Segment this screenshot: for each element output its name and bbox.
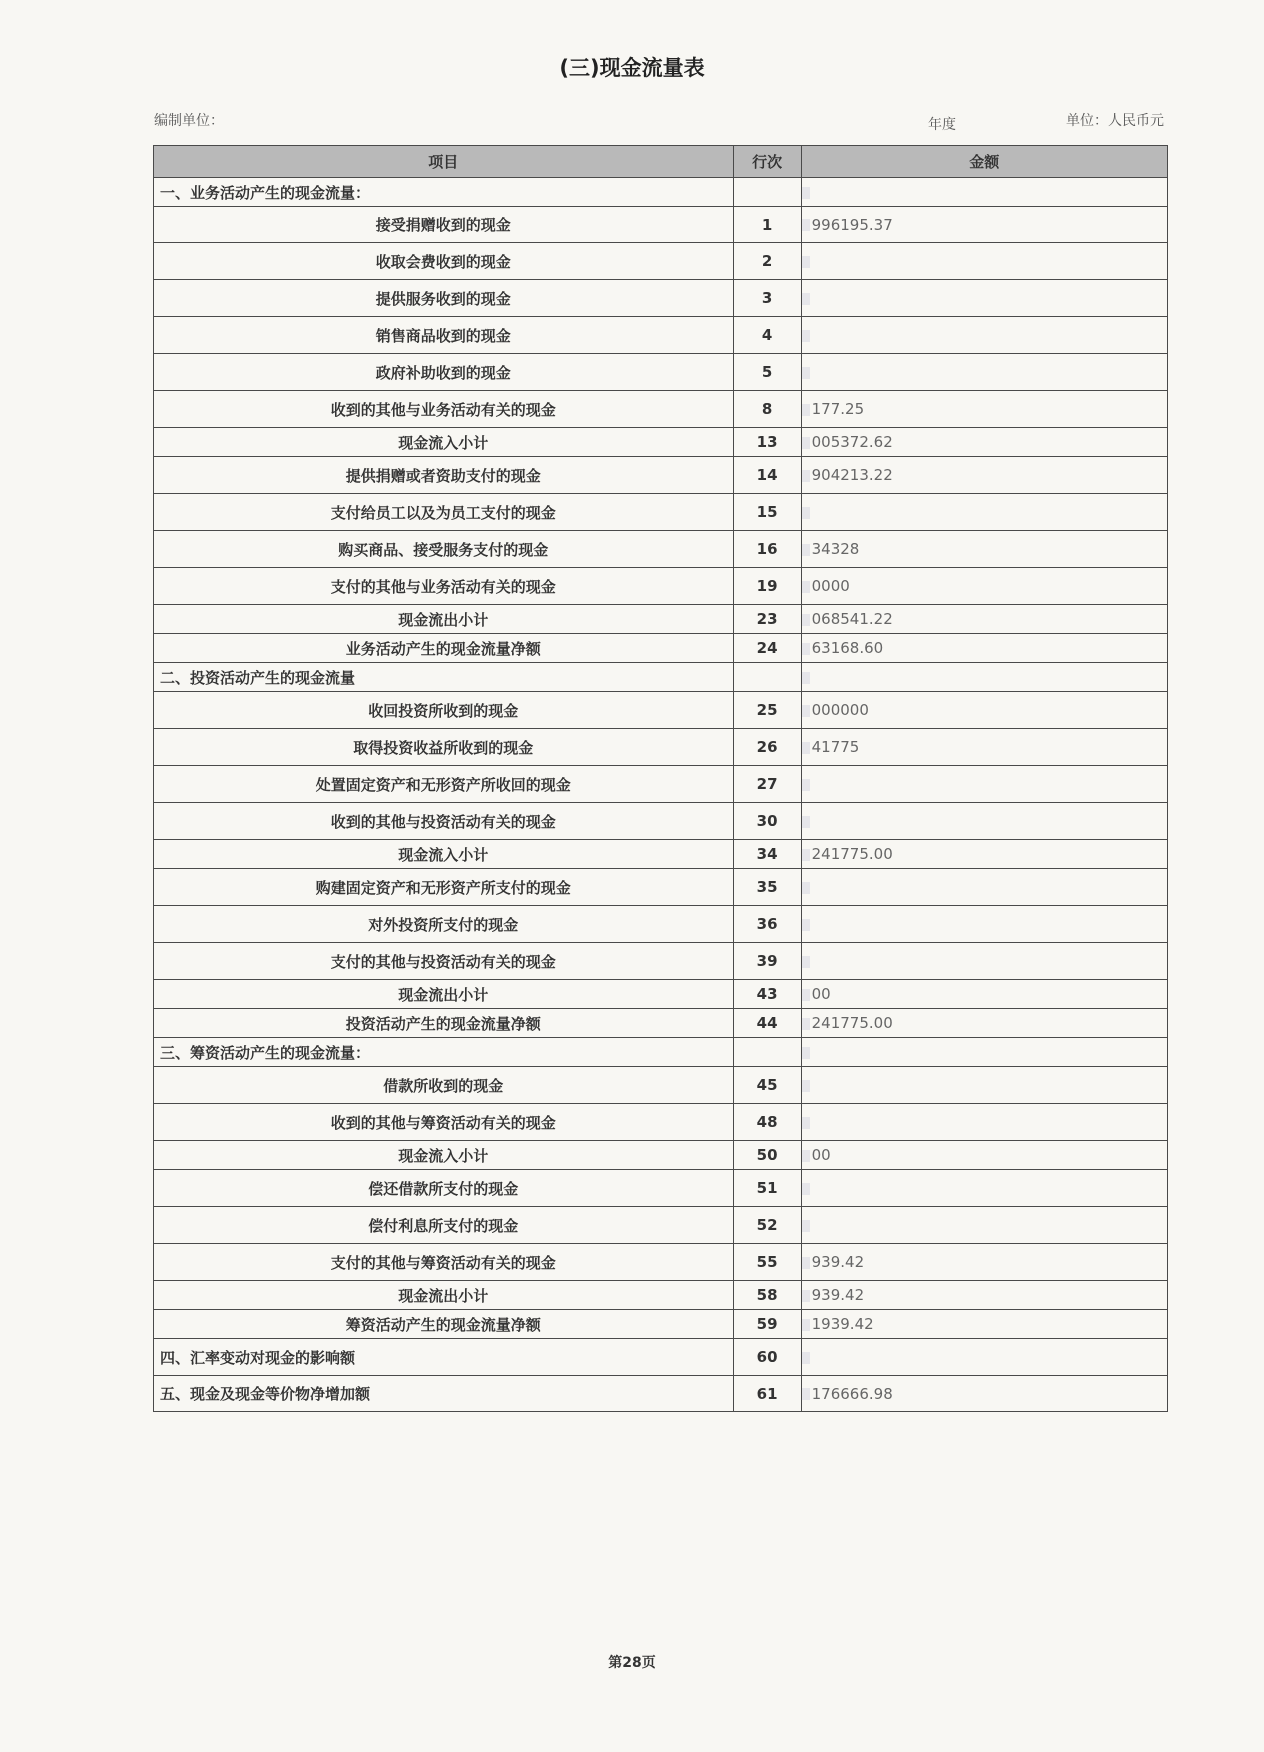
amount-value: 176666.98 <box>811 1384 893 1403</box>
row-amount <box>801 840 1167 869</box>
table-row <box>154 1339 1168 1376</box>
row-amount <box>801 1339 1167 1376</box>
redaction-mark <box>802 1018 810 1030</box>
column-header-line: 行次 <box>733 146 801 178</box>
redaction-mark <box>802 643 810 655</box>
table-row <box>154 1376 1168 1412</box>
row-line-number: 16 <box>733 531 801 568</box>
table-row <box>154 280 1168 317</box>
row-item-label: 业务活动产生的现金流量净额 <box>154 634 734 663</box>
cash-flow-table <box>153 145 1168 1412</box>
redaction-mark <box>802 470 810 482</box>
row-amount <box>801 1281 1167 1310</box>
table-row <box>154 178 1168 207</box>
row-amount <box>801 280 1167 317</box>
row-amount <box>801 568 1167 605</box>
amount-value: 000000 <box>811 701 869 719</box>
row-item-label: 现金流出小计 <box>154 605 734 634</box>
redaction-mark <box>802 779 810 791</box>
table-row <box>154 1038 1168 1067</box>
row-item-label: 收到的其他与筹资活动有关的现金 <box>154 1104 734 1141</box>
row-item-label: 购建固定资产和无形资产所支付的现金 <box>154 869 734 906</box>
row-item-label: 现金流入小计 <box>154 840 734 869</box>
row-amount <box>801 692 1167 729</box>
table-row <box>154 634 1168 663</box>
redaction-mark <box>802 1257 810 1269</box>
row-amount <box>801 531 1167 568</box>
row-amount <box>801 1104 1167 1141</box>
row-item-label: 支付给员工以及为员工支付的现金 <box>154 494 734 531</box>
redaction-mark <box>802 614 810 626</box>
table-row <box>154 1067 1168 1104</box>
redaction-mark <box>802 256 810 268</box>
table-row <box>154 207 1168 243</box>
document-title: (三)现金流量表 <box>559 56 705 80</box>
row-line-number: 36 <box>733 906 801 943</box>
table-row <box>154 354 1168 391</box>
redaction-mark <box>802 672 810 684</box>
row-item-label: 提供捐赠或者资助支付的现金 <box>154 457 734 494</box>
row-line-number: 14 <box>733 457 801 494</box>
row-line-number: 43 <box>733 980 801 1009</box>
redaction-mark <box>802 507 810 519</box>
row-line-number: 30 <box>733 803 801 840</box>
row-item-label: 支付的其他与投资活动有关的现金 <box>154 943 734 980</box>
table-row <box>154 766 1168 803</box>
row-line-number: 34 <box>733 840 801 869</box>
row-line-number: 52 <box>733 1207 801 1244</box>
row-amount <box>801 906 1167 943</box>
row-line-number <box>733 1038 801 1067</box>
row-item-label: 现金流出小计 <box>154 1281 734 1310</box>
table-row <box>154 869 1168 906</box>
row-amount <box>801 428 1167 457</box>
row-amount <box>801 494 1167 531</box>
row-line-number: 26 <box>733 729 801 766</box>
row-amount <box>801 317 1167 354</box>
redaction-mark <box>802 404 810 416</box>
table-row <box>154 1207 1168 1244</box>
row-item-label: 收到的其他与业务活动有关的现金 <box>154 391 734 428</box>
row-amount <box>801 663 1167 692</box>
row-line-number: 35 <box>733 869 801 906</box>
row-line-number: 50 <box>733 1141 801 1170</box>
row-amount <box>801 1310 1167 1339</box>
table-row <box>154 1009 1168 1038</box>
row-line-number: 39 <box>733 943 801 980</box>
redaction-mark <box>802 989 810 1001</box>
row-amount <box>801 354 1167 391</box>
row-item-label: 现金流出小计 <box>154 980 734 1009</box>
row-line-number: 5 <box>733 354 801 391</box>
redaction-mark <box>802 816 810 828</box>
table-row <box>154 692 1168 729</box>
amount-value: 177.25 <box>811 400 865 418</box>
row-line-number: 51 <box>733 1170 801 1207</box>
table-row <box>154 943 1168 980</box>
row-item-label: 取得投资收益所收到的现金 <box>154 729 734 766</box>
row-amount <box>801 1207 1167 1244</box>
table-row <box>154 1281 1168 1310</box>
redaction-mark <box>802 1319 810 1331</box>
row-line-number: 45 <box>733 1067 801 1104</box>
amount-value: 939.42 <box>811 1253 865 1271</box>
amount-value: 939.42 <box>811 1286 865 1304</box>
redaction-mark <box>802 1183 810 1195</box>
redaction-mark <box>802 742 810 754</box>
row-item-label: 对外投资所支付的现金 <box>154 906 734 943</box>
row-line-number: 19 <box>733 568 801 605</box>
redaction-mark <box>802 437 810 449</box>
redaction-mark <box>802 1220 810 1232</box>
row-item-label: 投资活动产生的现金流量净额 <box>154 1009 734 1038</box>
amount-value: 00 <box>811 985 831 1003</box>
row-item-label: 二、投资活动产生的现金流量 <box>154 663 734 692</box>
row-amount <box>801 766 1167 803</box>
row-item-label: 支付的其他与业务活动有关的现金 <box>154 568 734 605</box>
redaction-mark <box>802 882 810 894</box>
redaction-mark <box>802 849 810 861</box>
row-item-label: 三、筹资活动产生的现金流量： <box>154 1038 734 1067</box>
row-amount <box>801 634 1167 663</box>
row-line-number: 3 <box>733 280 801 317</box>
table-row <box>154 457 1168 494</box>
redaction-mark <box>802 705 810 717</box>
amount-value: 996195.37 <box>811 215 893 234</box>
redaction-mark <box>802 956 810 968</box>
row-item-label: 政府补助收到的现金 <box>154 354 734 391</box>
amount-value: 241775.00 <box>811 845 893 863</box>
table-row <box>154 729 1168 766</box>
redaction-mark <box>802 293 810 305</box>
row-item-label: 四、汇率变动对现金的影响额 <box>154 1339 734 1376</box>
row-amount <box>801 869 1167 906</box>
redaction-mark <box>802 330 810 342</box>
amount-value: 1939.42 <box>811 1315 874 1333</box>
row-item-label: 筹资活动产生的现金流量净额 <box>154 1310 734 1339</box>
redaction-mark <box>802 367 810 379</box>
row-amount <box>801 729 1167 766</box>
row-line-number: 44 <box>733 1009 801 1038</box>
row-amount <box>801 178 1167 207</box>
amount-value: 241775.00 <box>811 1014 893 1032</box>
row-amount <box>801 980 1167 1009</box>
row-item-label: 现金流入小计 <box>154 1141 734 1170</box>
amount-value: 0000 <box>811 577 850 595</box>
table-row <box>154 317 1168 354</box>
row-amount <box>801 1244 1167 1281</box>
row-amount <box>801 1170 1167 1207</box>
row-line-number: 15 <box>733 494 801 531</box>
row-item-label: 收到的其他与投资活动有关的现金 <box>154 803 734 840</box>
redaction-mark <box>802 581 810 593</box>
row-item-label: 偿还借款所支付的现金 <box>154 1170 734 1207</box>
row-item-label: 收取会费收到的现金 <box>154 243 734 280</box>
row-amount <box>801 1376 1167 1412</box>
table-row <box>154 605 1168 634</box>
table-row <box>154 1310 1168 1339</box>
row-amount <box>801 1038 1167 1067</box>
redaction-mark <box>802 919 810 931</box>
column-header-item: 项目 <box>154 146 734 178</box>
row-line-number <box>733 663 801 692</box>
row-line-number: 13 <box>733 428 801 457</box>
redaction-mark <box>802 1290 810 1302</box>
redaction-mark <box>802 1047 810 1059</box>
amount-value: 00 <box>811 1146 831 1164</box>
amount-value: 005372.62 <box>811 433 893 451</box>
column-header-amount: 金额 <box>801 146 1167 178</box>
redaction-mark <box>802 544 810 556</box>
row-line-number: 8 <box>733 391 801 428</box>
table-row <box>154 980 1168 1009</box>
row-line-number <box>733 178 801 207</box>
row-line-number: 2 <box>733 243 801 280</box>
table-body <box>154 178 1168 1412</box>
year-label: 年度 <box>928 117 956 133</box>
amount-value: 904213.22 <box>811 466 893 484</box>
row-item-label: 购买商品、接受服务支付的现金 <box>154 531 734 568</box>
amount-value: 34328 <box>811 540 860 558</box>
row-item-label: 提供服务收到的现金 <box>154 280 734 317</box>
table-row <box>154 663 1168 692</box>
org-label: 编制单位： <box>154 113 224 129</box>
redaction-mark <box>802 1080 810 1092</box>
table-header-row <box>154 146 1168 178</box>
table-row <box>154 428 1168 457</box>
table-row <box>154 803 1168 840</box>
row-item-label: 五、现金及现金等价物净增加额 <box>154 1376 734 1412</box>
row-item-label: 现金流入小计 <box>154 428 734 457</box>
amount-value: 41775 <box>811 738 860 756</box>
row-line-number: 24 <box>733 634 801 663</box>
row-item-label: 销售商品收到的现金 <box>154 317 734 354</box>
row-item-label: 处置固定资产和无形资产所收回的现金 <box>154 766 734 803</box>
redaction-mark <box>802 1388 810 1400</box>
redaction-mark <box>802 1150 810 1162</box>
row-amount <box>801 391 1167 428</box>
row-item-label: 一、业务活动产生的现金流量： <box>154 178 734 207</box>
row-line-number: 27 <box>733 766 801 803</box>
row-line-number: 60 <box>733 1339 801 1376</box>
row-line-number: 25 <box>733 692 801 729</box>
row-line-number: 4 <box>733 317 801 354</box>
table-row <box>154 1141 1168 1170</box>
table-row <box>154 906 1168 943</box>
row-line-number: 55 <box>733 1244 801 1281</box>
row-amount <box>801 803 1167 840</box>
redaction-mark <box>802 219 810 231</box>
row-amount <box>801 1141 1167 1170</box>
table-row <box>154 840 1168 869</box>
row-line-number: 61 <box>733 1376 801 1412</box>
table-row <box>154 391 1168 428</box>
redaction-mark <box>802 187 810 199</box>
redaction-mark <box>802 1117 810 1129</box>
row-amount <box>801 943 1167 980</box>
row-item-label: 支付的其他与筹资活动有关的现金 <box>154 1244 734 1281</box>
row-item-label: 偿付利息所支付的现金 <box>154 1207 734 1244</box>
row-amount <box>801 605 1167 634</box>
table-row <box>154 568 1168 605</box>
table-row <box>154 494 1168 531</box>
redaction-mark <box>802 1352 810 1364</box>
table-row <box>154 243 1168 280</box>
table-row <box>154 1104 1168 1141</box>
page-number: 第28页 <box>608 1655 656 1671</box>
row-line-number: 48 <box>733 1104 801 1141</box>
table-row <box>154 1244 1168 1281</box>
row-item-label: 收回投资所收到的现金 <box>154 692 734 729</box>
table-row <box>154 1170 1168 1207</box>
row-amount <box>801 243 1167 280</box>
row-amount <box>801 207 1167 243</box>
row-amount <box>801 457 1167 494</box>
row-line-number: 1 <box>733 207 801 243</box>
row-line-number: 58 <box>733 1281 801 1310</box>
amount-value: 63168.60 <box>811 639 884 657</box>
unit-label: 单位：人民币元 <box>1066 113 1164 129</box>
row-item-label: 借款所收到的现金 <box>154 1067 734 1104</box>
amount-value: 068541.22 <box>811 610 893 628</box>
table-row <box>154 531 1168 568</box>
row-line-number: 23 <box>733 605 801 634</box>
row-amount <box>801 1009 1167 1038</box>
row-line-number: 59 <box>733 1310 801 1339</box>
row-amount <box>801 1067 1167 1104</box>
row-item-label: 接受捐赠收到的现金 <box>154 207 734 243</box>
